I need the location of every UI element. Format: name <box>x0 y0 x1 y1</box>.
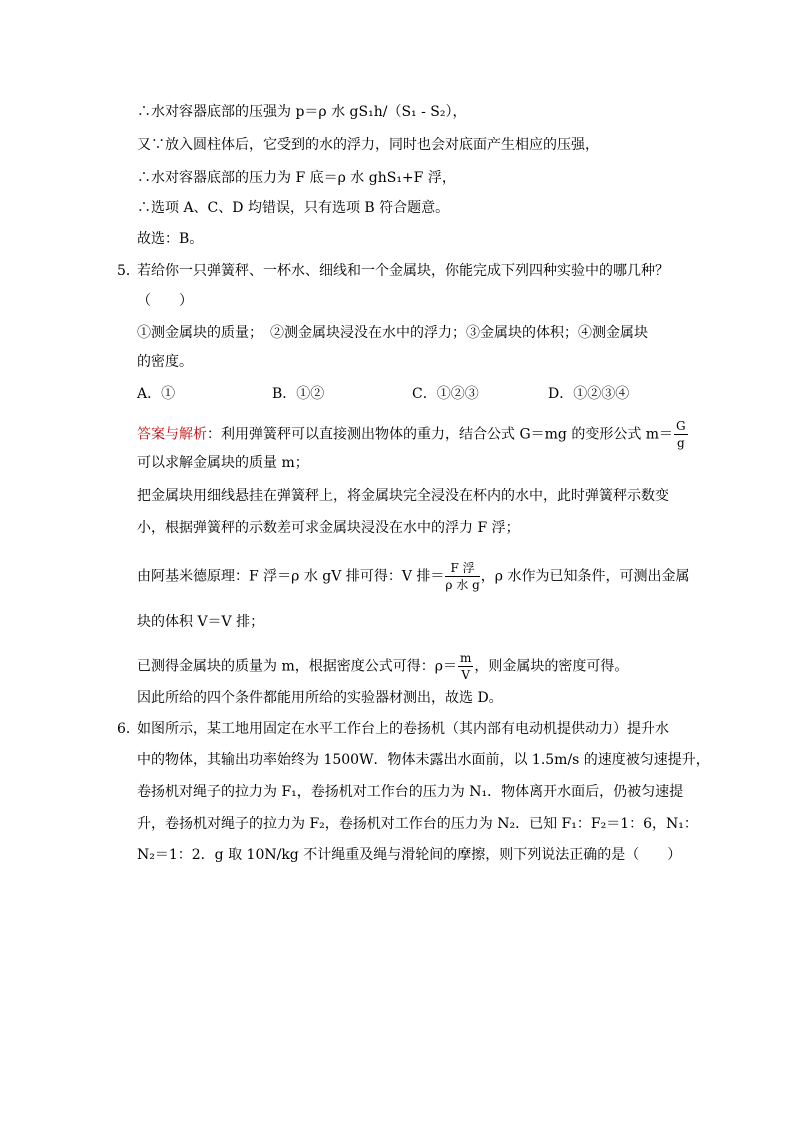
fraction-numerator: m <box>459 651 472 665</box>
question-stem: 如图所示，某工地用固定在水平工作台上的卷扬机（其内部有电动机提供动力）提升水 <box>137 721 669 737</box>
option-c: C．①②③ <box>412 386 479 402</box>
question-stem: 若给你一只弹簧秤、一杯水、细线和一个金属块，你能完成下列四种实验中的哪几种？ <box>137 263 669 279</box>
fraction-numerator: F 浮 <box>445 560 479 577</box>
question-stem: 中的物体，其输出功率始终为 1500W．物体未露出水面前，以 1.5m/s 的速度被匀速提升， <box>137 752 710 768</box>
question-stem: 升，卷扬机对绳子的拉力为 F₂，卷扬机对工作台的压力为 N₂．已知 F₁：F₂＝1：6，N₁： <box>137 816 698 832</box>
answer-line: 因此所给的四个条件都能用所给的实验器材测出，故选 D。 <box>137 690 503 706</box>
question-items: 的密度。 <box>137 354 193 370</box>
answer-line <box>137 560 689 593</box>
fraction-density <box>458 650 473 683</box>
solution-line: ∴选项 A、C、D 均错误，只有选项 B 符合题意。 <box>137 200 450 216</box>
solution-line: 又∵放入圆柱体后，它受到的水的浮力，同时也会对底面产生相应的压强， <box>137 137 599 153</box>
answer-line: 小，根据弹簧秤的示数差可求金属块浸没在水中的浮力 F 浮； <box>137 520 520 536</box>
fraction-volume <box>445 560 479 593</box>
fraction-denominator: V <box>461 668 470 682</box>
answer-line <box>137 650 628 683</box>
solution-line: ∴水对容器底部的压力为 F 底＝ρ 水 ghS₁+F 浮， <box>137 170 456 186</box>
solution-line: 故选：B。 <box>137 231 204 247</box>
answer-text: 已测得金属块的质量为 m，根据密度公式可得：ρ＝ <box>137 658 457 675</box>
question-stem: 卷扬机对绳子的拉力为 F₁，卷扬机对工作台的压力为 N₁．物体离开水面后，仍被匀速提 <box>137 784 684 800</box>
answer-text: ，ρ 水作为已知条件，可测出金属 <box>480 568 690 585</box>
option-b: B．①② <box>272 386 325 402</box>
answer-blank: （ ） <box>137 293 193 309</box>
answer-line: 把金属块用细线悬挂在弹簧秤上，将金属块完全浸没在杯内的水中，此时弹簧秤示数变 <box>137 488 669 504</box>
option-d: D．①②③④ <box>548 386 630 402</box>
answer-line: 可以求解金属块的质量 m； <box>137 455 309 471</box>
fraction-denominator: g <box>677 436 685 450</box>
question-stem: N₂＝1：2．g 取 10N/kg 不计绳重及绳与滑轮间的摩擦，则下列说法正确的是（ ） <box>137 847 682 863</box>
question-number: 5． <box>117 263 140 279</box>
answer-label: 答案与解析 <box>137 426 207 443</box>
answer-line: 块的体积 V＝V 排； <box>137 614 265 630</box>
answer-text: ：利用弹簧秤可以直接测出物体的重力，结合公式 G＝mg 的变形公式 m＝ <box>207 426 674 443</box>
question-number: 6． <box>117 721 140 737</box>
answer-text: 由阿基米德原理：F 浮＝ρ 水 gV 排可得：V 排＝ <box>137 568 445 585</box>
fraction-g-over-g <box>674 418 688 451</box>
fraction-denominator: ρ 水 g <box>445 578 480 592</box>
fraction-numerator: G <box>676 419 686 433</box>
solution-line: ∴水对容器底部的压强为 p＝ρ 水 gS₁h/（S₁ - S₂）， <box>137 104 467 120</box>
option-a: A．① <box>137 386 176 402</box>
question-items: ①测金属块的质量； ②测金属块浸没在水中的浮力；③金属块的体积；④测金属块 <box>137 325 648 341</box>
answer-text: ，则金属块的密度可得。 <box>474 658 629 675</box>
answer-line <box>137 418 689 451</box>
